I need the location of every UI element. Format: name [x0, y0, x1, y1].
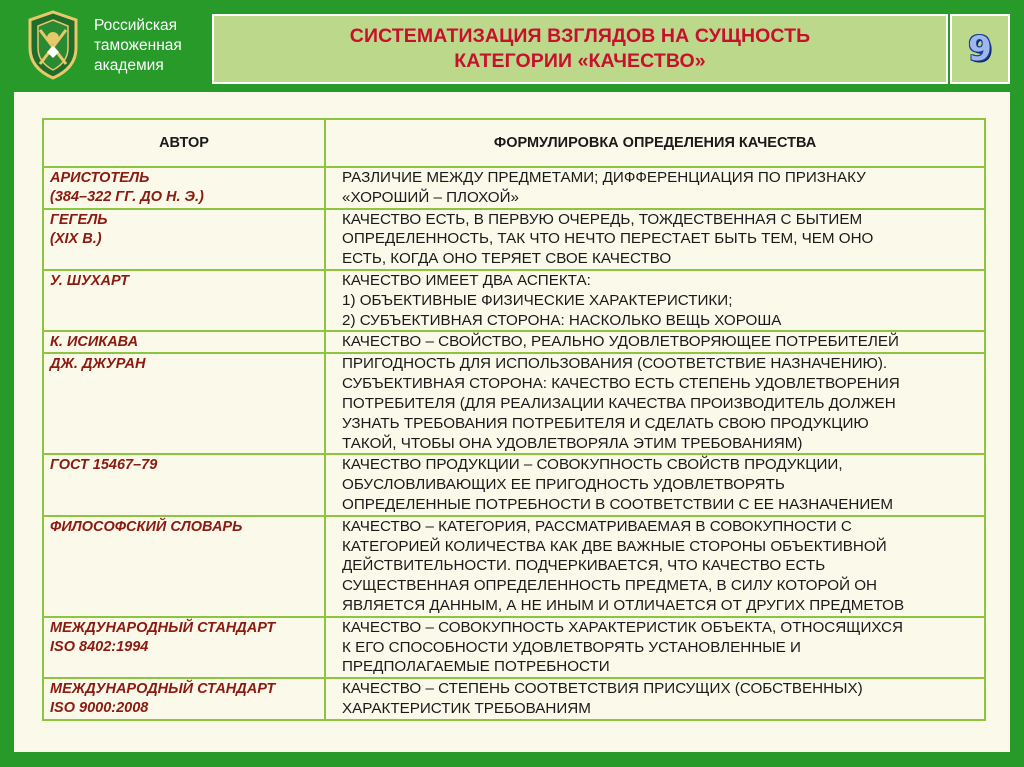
table-row: [43, 678, 985, 720]
definition-line: ОПРЕДЕЛЕННЫЕ ПОТРЕБНОСТИ В СООТВЕТСТВИИ С ЕЕ НАЗНАЧЕНИЕМ: [342, 495, 894, 513]
definition-line: ХАРАКТЕРИСТИК ТРЕБОВАНИЯМ: [342, 699, 591, 717]
table-header-row: [43, 119, 985, 167]
header-definition: ФОРМУЛИРОВКА ОПРЕДЕЛЕНИЯ КАЧЕСТВА: [325, 119, 985, 167]
definition-cell: [325, 617, 985, 678]
quality-definitions-table: [42, 118, 986, 721]
author-cell: [43, 270, 325, 331]
organization-name: [94, 16, 210, 76]
author-line: МЕЖДУНАРОДНЫЙ СТАНДАРТ: [50, 619, 276, 636]
author-line: К. ИСИКАВА: [50, 334, 139, 351]
table-row: [43, 617, 985, 678]
title-line-2: КАТЕГОРИИ «КАЧЕСТВО»: [454, 50, 706, 72]
content-panel: [14, 92, 1010, 752]
definition-line: К ЕГО СПОСОБНОСТИ УДОВЛЕТВОРЯТЬ УСТАНОВЛЕННЫЕ И: [342, 638, 801, 656]
author-cell: [43, 678, 325, 720]
author-line: ГЕГЕЛЬ: [50, 211, 108, 228]
definition-line: ОБУСЛОВЛИВАЮЩИХ ЕЕ ПРИГОДНОСТЬ УДОВЛЕТВОРЯТЬ: [342, 476, 785, 494]
author-line: (384–322 ГГ. ДО Н. Э.): [50, 189, 204, 205]
slide-number-box: [950, 14, 1010, 84]
author-line: ДЖ. ДЖУРАН: [50, 356, 146, 373]
table-row: [43, 331, 985, 353]
author-cell: [43, 167, 325, 209]
author-line: ГОСТ 15467–79: [50, 457, 158, 474]
definition-line: ПОТРЕБИТЕЛЯ (ДЛЯ РЕАЛИЗАЦИИ КАЧЕСТВА ПРОИЗВОДИТЕЛЬ ДОЛЖЕН: [342, 394, 896, 412]
org-line: академия: [94, 57, 164, 74]
definition-cell: [325, 516, 985, 617]
definition-cell: [325, 209, 985, 270]
definition-line: ЕСТЬ, КОГДА ОНО ТЕРЯЕТ СВОЕ КАЧЕСТВО: [342, 250, 672, 268]
definition-line: КАЧЕСТВО ПРОДУКЦИИ – СОВОКУПНОСТЬ СВОЙСТВ ПРОДУКЦИИ,: [342, 456, 843, 474]
author-line: ISO 9000:2008: [50, 700, 149, 717]
definition-cell: [325, 678, 985, 720]
definition-cell: [325, 454, 985, 515]
title-line-1: СИСТЕМАТИЗАЦИЯ ВЗГЛЯДОВ НА СУЩНОСТЬ: [349, 25, 811, 47]
academy-emblem-icon: [18, 8, 88, 82]
org-line: Российская: [94, 17, 177, 34]
author-cell: [43, 209, 325, 270]
author-cell: [43, 516, 325, 617]
author-line: ISO 8402:1994: [50, 638, 149, 655]
author-line: У. ШУХАРТ: [50, 272, 129, 289]
definition-line: СУЩЕСТВЕННАЯ ОПРЕДЕЛЕННОСТЬ ПРЕДМЕТА, В СИЛУ КОТОРОЙ ОН: [342, 577, 877, 595]
definition-line: 2) СУБЪЕКТИВНАЯ СТОРОНА: НАСКОЛЬКО ВЕЩЬ ХОРОША: [342, 311, 782, 329]
definition-line: КАЧЕСТВО – СВОЙСТВО, РЕАЛЬНО УДОВЛЕТВОРЯЮЩЕЕ ПОТРЕБИТЕЛЕЙ: [342, 333, 899, 351]
definition-line: КАЧЕСТВО – КАТЕГОРИЯ, РАССМАТРИВАЕМАЯ В СОВОКУПНОСТИ С: [342, 517, 852, 535]
definition-line: ОПРЕДЕЛЕННОСТЬ, ТАК ЧТО НЕЧТО ПЕРЕСТАЕТ БЫТЬ ТЕМ, ЧЕМ ОНО: [342, 230, 874, 248]
definition-line: ЯВЛЯЕТСЯ ДАННЫМ, А НЕ ИНЫМ И ОТЛИЧАЕТСЯ ОТ ДРУГИХ ПРЕДМЕТОВ: [342, 596, 905, 614]
author-cell: [43, 617, 325, 678]
definition-cell: [325, 270, 985, 331]
definition-line: КАТЕГОРИЕЙ КОЛИЧЕСТВА КАК ДВЕ ВАЖНЫЕ СТОРОНЫ ОБЪЕКТИВНОЙ: [342, 537, 887, 555]
table-row: [43, 516, 985, 617]
slide-number: 9: [968, 29, 992, 69]
table-row: [43, 270, 985, 331]
definition-line: ПРЕДПОЛАГАЕМЫЕ ПОТРЕБНОСТИ: [342, 658, 610, 676]
author-line: АРИСТОТЕЛЬ: [50, 170, 150, 186]
definition-line: ДЕЙСТВИТЕЛЬНОСТИ. ПОДЧЕРКИВАЕТСЯ, ЧТО КАЧЕСТВО ЕСТЬ: [342, 557, 826, 575]
table-row: [43, 209, 985, 270]
author-line: МЕЖДУНАРОДНЫЙ СТАНДАРТ: [50, 681, 276, 698]
author-cell: [43, 353, 325, 454]
org-line: таможенная: [94, 37, 182, 54]
definition-line: СУБЪЕКТИВНАЯ СТОРОНА: КАЧЕСТВО ЕСТЬ СТЕПЕНЬ УДОВЛЕТВОРЕНИЯ: [342, 375, 900, 393]
definition-line: ТАКОЙ, ЧТОБЫ ОНА УДОВЛЕТВОРЯЛА ЭТИМ ТРЕБОВАНИЯМ): [342, 434, 803, 452]
header-author: АВТОР: [43, 119, 325, 167]
slide-title: [212, 14, 948, 84]
definition-line: ПРИГОДНОСТЬ ДЛЯ ИСПОЛЬЗОВАНИЯ (СООТВЕТСТВИЕ НАЗНАЧЕНИЮ).: [342, 355, 888, 373]
definition-line: КАЧЕСТВО – СОВОКУПНОСТЬ ХАРАКТЕРИСТИК ОБЪЕКТА, ОТНОСЯЩИХСЯ: [342, 618, 903, 636]
definition-cell: [325, 331, 985, 353]
author-cell: [43, 454, 325, 515]
table-row: [43, 167, 985, 209]
definition-line: УЗНАТЬ ТРЕБОВАНИЯ ПОТРЕБИТЕЛЯ И СДЕЛАТЬ СВОЮ ПРОДУКЦИЮ: [342, 414, 869, 432]
author-line: ФИЛОСОФСКИЙ СЛОВАРЬ: [50, 518, 243, 535]
definition-line: КАЧЕСТВО ИМЕЕТ ДВА АСПЕКТА:: [342, 271, 591, 289]
table-row: [43, 454, 985, 515]
definition-line: «ХОРОШИЙ – ПЛОХОЙ»: [342, 188, 519, 206]
definition-cell: [325, 167, 985, 209]
author-line: (XIX В.): [50, 230, 102, 247]
definition-cell: [325, 353, 985, 454]
definition-line: КАЧЕСТВО – СТЕПЕНЬ СООТВЕТСТВИЯ ПРИСУЩИХ (СОБСТВЕННЫХ): [342, 680, 863, 698]
definition-line: РАЗЛИЧИЕ МЕЖДУ ПРЕДМЕТАМИ; ДИФФЕРЕНЦИАЦИЯ ПО ПРИЗНАКУ: [342, 169, 866, 186]
author-cell: [43, 331, 325, 353]
definition-line: 1) ОБЪЕКТИВНЫЕ ФИЗИЧЕСКИЕ ХАРАКТЕРИСТИКИ;: [342, 291, 733, 309]
table-row: [43, 353, 985, 454]
definition-line: КАЧЕСТВО ЕСТЬ, В ПЕРВУЮ ОЧЕРЕДЬ, ТОЖДЕСТВЕННАЯ С БЫТИЕМ: [342, 210, 863, 228]
